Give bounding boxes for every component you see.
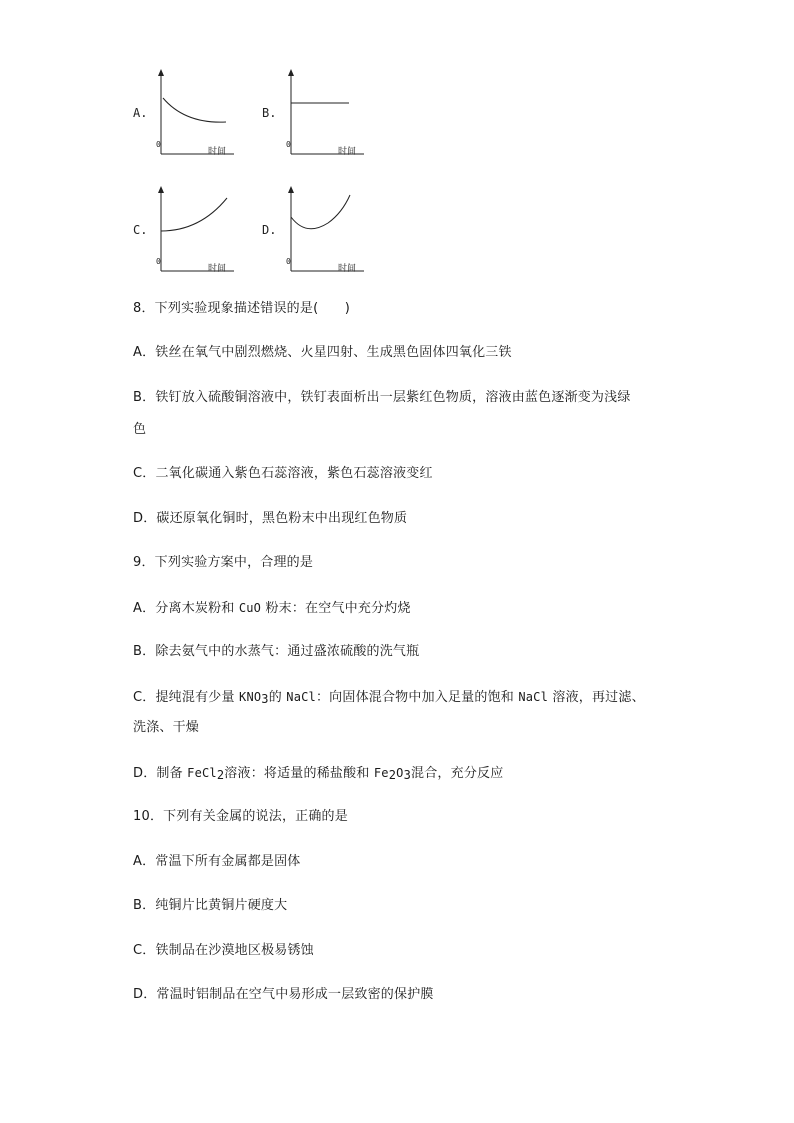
- graph-d: [280, 183, 370, 277]
- graph-c: [150, 183, 240, 277]
- q8-stem: 8．下列实验现象描述错误的是( ): [133, 301, 351, 316]
- origin-d: 0: [286, 257, 291, 266]
- q9-option-d: D．制备 FeCl$_2$溶液：将适量的稀盐酸和 $Fe_2O_3$混合，充分反应: [133, 766, 504, 782]
- q9-stem: 9．下列实验方案中，合理的是: [133, 555, 314, 570]
- origin-c: 0: [156, 257, 161, 266]
- q8-option-d: D．碳还原氧化铜时，黑色粉末中出现红色物质: [133, 511, 408, 526]
- origin-b: 0: [286, 140, 291, 149]
- q8-option-c: C．二氧化碳通入紫色石蕊溶液，紫色石蕊溶液变红: [133, 466, 433, 481]
- graph-b: [280, 66, 370, 160]
- curve-a: [163, 98, 226, 122]
- q9-option-c-cont: 洗涤、干燥: [133, 720, 200, 735]
- option-b-label: B.: [262, 106, 277, 120]
- xlabel-a: 时间: [208, 147, 227, 157]
- q10-stem: 10．下列有关金属的说法，正确的是: [133, 809, 348, 824]
- option-a-label: A.: [133, 106, 148, 120]
- option-c-label: C.: [133, 223, 148, 237]
- origin-a: 0: [156, 140, 161, 149]
- q10-option-b: B．纯铜片比黄铜片硬度大: [133, 898, 288, 913]
- xlabel-d: 时间: [338, 264, 357, 274]
- option-d-label: D.: [262, 223, 277, 237]
- q10-option-a: A．常温下所有金属都是固体: [133, 854, 301, 869]
- xlabel-b: 时间: [338, 147, 357, 157]
- q8-option-b: B．铁钉放入硫酸铜溶液中，铁钉表面析出一层紫红色物质，溶液由蓝色逐渐变为浅绿: [133, 390, 631, 405]
- q9-option-c: C．提纯混有少量 $KNO_3$的 NaCl：向固体混合物中加入足量的饱和 NaCl 溶液，再过滤、: [133, 690, 645, 706]
- q8-option-a: A．铁丝在氧气中剧烈燃烧、火星四射、生成黑色固体四氧化三铁: [133, 345, 512, 360]
- graph-a: [150, 66, 240, 160]
- curve-d: [291, 195, 350, 229]
- xlabel-c: 时间: [208, 264, 227, 274]
- q10-option-d: D．常温时铝制品在空气中易形成一层致密的保护膜: [133, 987, 434, 1002]
- q8-option-b-cont: 色: [133, 422, 147, 437]
- curve-c: [161, 198, 227, 231]
- q9-option-a: A．分离木炭粉和 CuO 粉末：在空气中充分灼烧: [133, 601, 411, 616]
- q9-option-b: B．除去氨气中的水蒸气：通过盛浓硫酸的洗气瓶: [133, 644, 420, 659]
- q10-option-c: C．铁制品在沙漠地区极易锈蚀: [133, 943, 314, 958]
